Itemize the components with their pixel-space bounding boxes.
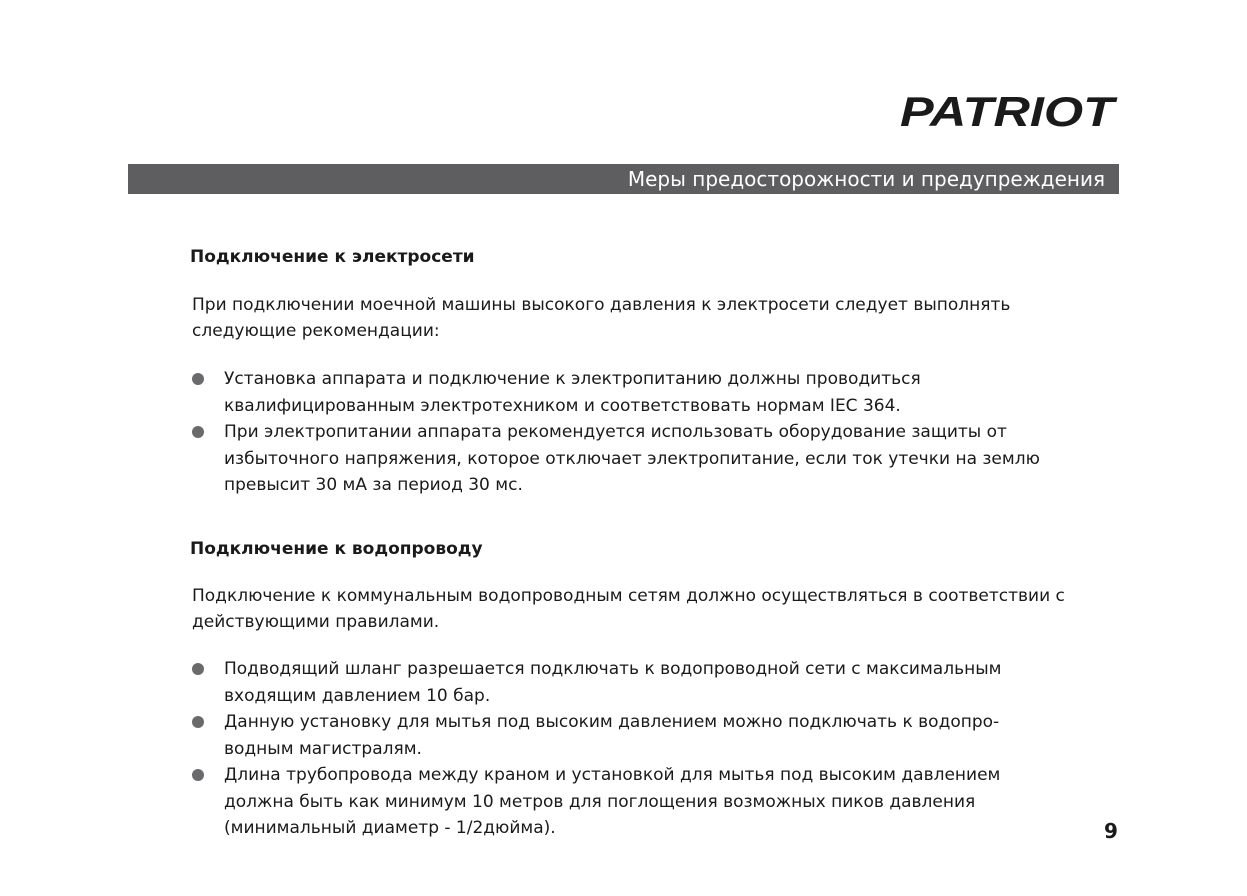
bullet-icon xyxy=(192,716,204,728)
list-item-text: При электропитании аппарата рекомендуется использовать оборудование защиты от избыточного напряжения, которое отключает электропитание, если ток утечки на землю превысит 30 мА за период 30 мс. xyxy=(224,422,1040,495)
section-heading-electric: Подключение к электросети xyxy=(190,247,475,267)
list-item-text: Подводящий шланг разрешается подключать к водопроводной сети с максимальным входящим давлением 10 бар. xyxy=(224,659,1002,706)
list-item-text: Данную установку для мытья под высоким давлением можно подключать к водопро-водным магистралям. xyxy=(224,712,1000,759)
list-item-text: Установка аппарата и подключение к электропитанию должны проводиться квалифицированным электротехником и соответствовать нормам IEC 364. xyxy=(224,369,921,416)
list-item xyxy=(0,656,1064,709)
header-title: Меры предосторожности и предупреждения xyxy=(627,167,1105,191)
section-heading-water: Подключение к водопроводу xyxy=(190,539,483,559)
bullet-icon xyxy=(192,663,204,675)
section-intro-electric: При подключении моечной машины высокого давления к электросети следует выполнять следующие рекомендации: xyxy=(192,295,1011,341)
patriot-logo-wordmark xyxy=(896,88,1118,134)
list-item xyxy=(0,419,1064,499)
bullet-icon xyxy=(192,769,204,781)
list-item xyxy=(0,366,1064,419)
section-header-bar xyxy=(128,164,1119,194)
patriot-logo xyxy=(896,88,1118,134)
list-item-text: Длина трубопровода между краном и установкой для мытья под высоким давлением должна быть как минимум 10 метров для поглощения возможных пиков давления (минимальный диаметр - 1/2дюйма). xyxy=(224,765,1001,838)
bullet-list-electric xyxy=(0,366,1247,499)
section-intro-water: Подключение к коммунальным водопроводным сетям должно осуществляться в соответствии с действующими правилами. xyxy=(192,586,1065,632)
bullet-icon xyxy=(192,426,204,438)
svg-text:PATRIOT: PATRIOT xyxy=(900,88,1118,134)
list-item xyxy=(0,709,1064,762)
bullet-list-water xyxy=(0,656,1247,842)
bullet-icon xyxy=(192,373,204,385)
page-number: 9 xyxy=(1104,819,1118,843)
list-item xyxy=(0,762,1064,842)
